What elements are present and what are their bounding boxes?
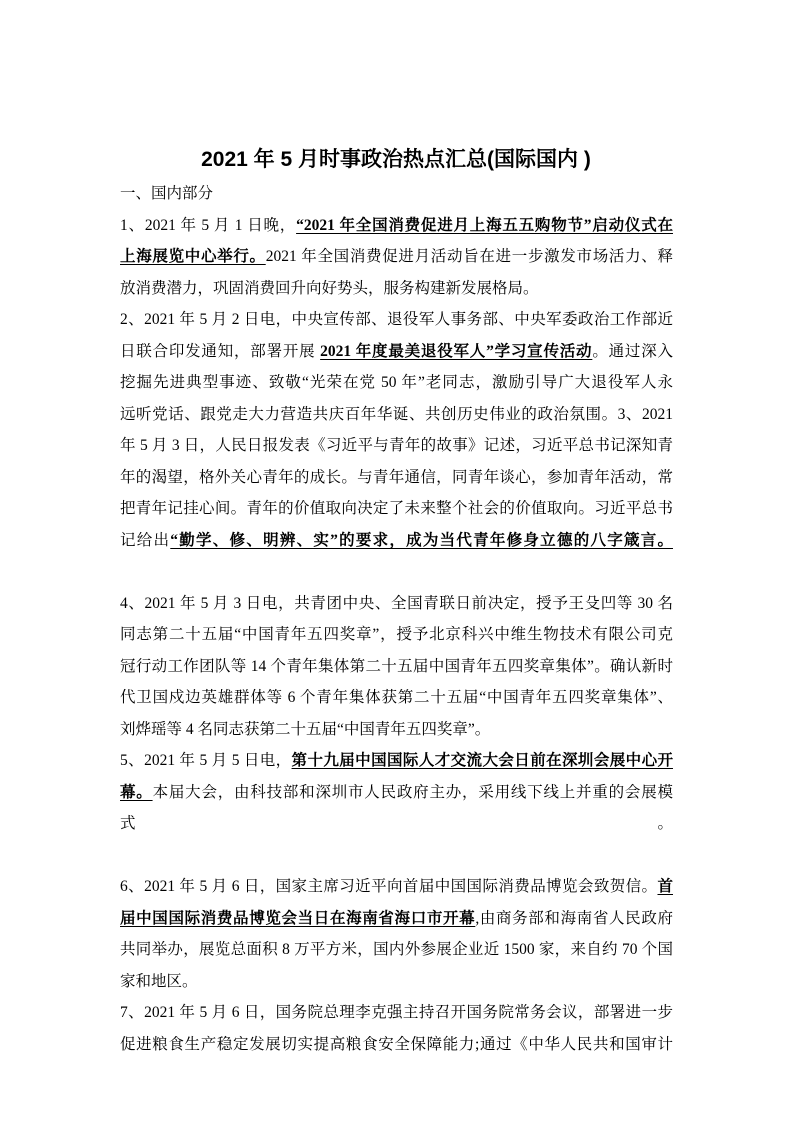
news-item-2 — [120, 304, 673, 556]
text-line — [120, 493, 673, 525]
text-line — [120, 619, 673, 651]
document-title: 2021 年 5 月时事政治热点汇总(国际国内 ) — [201, 148, 591, 171]
text-line — [120, 651, 673, 683]
text-run: 代卫国戍边英雄群体等 6 个青年集体获第二十五届“中国青年五四奖章集体”、 — [120, 689, 673, 706]
news-item-7 — [120, 997, 673, 1060]
blank-line — [120, 556, 673, 588]
text-run: 刘烨瑶等 4 名同志获第二十五届“中国青年五四奖章”。 — [120, 720, 491, 738]
emphasized-text-run: 首 — [657, 878, 673, 895]
text-line — [120, 367, 673, 399]
text-line — [120, 462, 673, 494]
text-run: 年的渴望，格外关心青年的成长。与青年通信，同青年谈心，参加青年活动，常 — [120, 468, 673, 486]
text-line — [120, 871, 673, 903]
text-run: 1、2021 年 5 月 1 日晚， — [120, 216, 297, 234]
emphasized-text-run: “2021 年全国消费促进月上海五五购物节”启动仪式在 — [296, 216, 673, 234]
text-run: 4、2021 年 5 月 3 日电，共青团中央、全国青联日前决定，授予王殳凹等 30 名 — [120, 594, 673, 612]
text-run: 7、2021 年 5 月 6 日，国务院总理李克强主持召开国务院常务会议，部署进一步 — [120, 1004, 673, 1021]
document-body — [120, 178, 673, 1060]
text-run: 2、2021 年 5 月 2 日电，中央宣传部、退役军人事务部、中央军委政治工作部近 — [120, 311, 673, 328]
blank-line — [120, 840, 673, 872]
text-line — [120, 588, 673, 620]
news-item-1 — [120, 210, 673, 305]
text-run: 远听党话、跟党走大力营造共庆百年华诞、共创历史伟业的政治氛围。3、2021 — [120, 405, 673, 423]
emphasized-text-run: 上海展览中心举行。 — [120, 248, 266, 265]
text-line — [120, 934, 673, 966]
emphasized-text-run: 第十九届中国国际人才交流大会日前在深圳会展中心开 — [291, 752, 673, 769]
text-line — [120, 1029, 673, 1061]
news-item-4 — [120, 588, 673, 746]
text-run: 促进粮食生产稳定发展切实提高粮食安全保障能力;通过《中华人民共和国审计 — [120, 1035, 673, 1053]
emphasized-text-run: 届中国国际消费品博览会当日在海南省海口市开幕 — [120, 909, 476, 927]
text-run: 。通过深入 — [592, 342, 673, 360]
text-run: 5、2021 年 5 月 5 日电， — [120, 752, 292, 769]
text-line — [120, 336, 673, 368]
text-line — [120, 241, 673, 273]
text-run: 共同举办，展览总面积 8 万平方米，国内外参展企业近 1500 家，来自约 70 个国 — [120, 941, 673, 958]
text-line — [120, 714, 673, 746]
text-run: 把青年记挂心间。青年的价值取向决定了未来整个社会的价值取向。习近平总书 — [120, 500, 673, 517]
text-run: 挖掘先进典型事迹、致敬“光荣在党 50 年”老同志，激励引导广大退役军人永 — [120, 374, 673, 391]
emphasized-text-run: 幕。 — [120, 783, 153, 801]
text-line — [120, 430, 673, 462]
text-line — [120, 210, 673, 242]
text-line — [120, 903, 673, 935]
text-line — [120, 682, 673, 714]
text-run: 年 5 月 3 日，人民日报发表《习近平与青年的故事》记述，习近平总书记深知青 — [120, 437, 673, 454]
section-heading: 一、国内部分 — [120, 185, 214, 202]
text-line — [120, 997, 673, 1029]
text-line — [120, 304, 673, 336]
text-run: 家和地区。 — [120, 972, 198, 990]
news-item-6 — [120, 871, 673, 997]
text-line — [120, 399, 673, 431]
text-line — [120, 745, 673, 777]
text-run: 冠行动工作团队等 14 个青年集体第二十五届中国青年五四奖章集体”。确认新时 — [120, 657, 673, 675]
text-run: ,由商务部和海南省人民政府 — [475, 909, 673, 927]
emphasized-text-run: “勤学、修、明辨、实”的要求，成为当代青年修身立德的八字箴言。 — [170, 531, 673, 549]
text-run: 6、2021 年 5 月 6 日，国家主席习近平向首届中国国际消费品博览会致贺信。 — [120, 878, 658, 895]
text-line — [120, 777, 673, 840]
emphasized-text-run: 2021 年度最美退役军人”学习宣传活动 — [320, 342, 593, 360]
text-run: 同志第二十五届“中国青年五四奖章”，授予北京科兴中维生物技术有限公司克 — [120, 626, 673, 643]
text-line — [120, 273, 673, 305]
text-run: 日联合印发通知，部署开展 — [120, 342, 321, 360]
text-run: 记给出 — [120, 531, 171, 549]
text-run: 2021 年全国消费促进月活动旨在进一步激发市场活力、释 — [265, 248, 673, 265]
text-run: 本届大会，由科技部和深圳市人民政府主办，采用线下线上并重的会展模式。 — [120, 783, 673, 832]
text-line — [120, 525, 673, 557]
news-item-5 — [120, 745, 673, 840]
text-run: 放消费潜力，巩固消费回升向好势头，服务构建新发展格局。 — [120, 279, 539, 297]
text-line — [120, 966, 673, 998]
